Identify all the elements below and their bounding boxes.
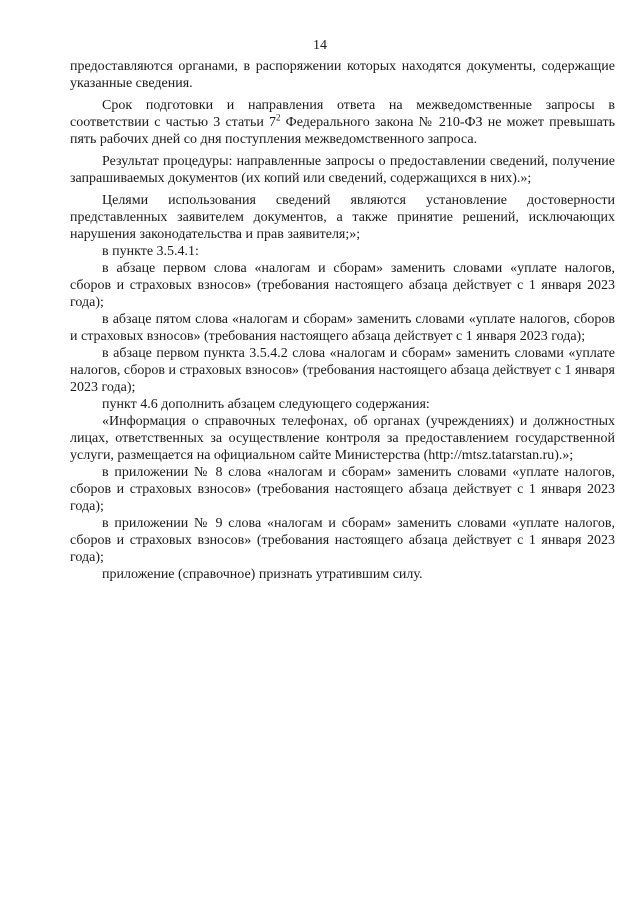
paragraph-7: в абзаце пятом слова «налогам и сборам» заменить словами «уплате налогов, сборов и страховых взносов» (требования настоящего абзаца действует с 1 января 2023 года); [70,312,615,344]
paragraph-2 [70,97,615,148]
paragraph-12: в приложении № 9 слова «налогам и сборам» заменить словами «уплате налогов, сборов и страховых взносов» (требования настоящего абзаца действует с 1 января 2023 года); [70,516,615,565]
paragraph-5: в пункте 3.5.4.1: [102,244,199,259]
page-number: 14 [313,38,327,53]
paragraph-13: приложение (справочное) признать утратившим силу. [102,567,423,582]
paragraph-4: Целями использования сведений являются установление достоверности представленных заявителем документов, а также принятие решений, исключающих нарушения законодательства и прав заявителя;»; [70,193,615,242]
paragraph-1: предоставляются органами, в распоряжении которых находятся документы, содержащие указанные сведения. [70,59,615,91]
paragraph-2-superscript: 2 [276,112,281,123]
paragraph-3: Результат процедуры: направленные запросы о предоставлении сведений, получение запрашиваемых документов (их копий или сведений, содержащихся в них).»; [70,154,615,186]
paragraph-6: в абзаце первом слова «налогам и сборам» заменить словами «уплате налогов, сборов и страховых взносов» (требования настоящего абзаца действует с 1 января 2023 года); [70,261,615,310]
paragraph-8: в абзаце первом пункта 3.5.4.2 слова «налогам и сборам» заменить словами «уплате налогов, сборов и страховых взносов» (требования настоящего абзаца действует с 1 января 2023 года); [70,346,615,395]
paragraph-9: пункт 4.6 дополнить абзацем следующего содержания: [102,397,430,412]
paragraph-2-text-b: Федерального закона № 210-ФЗ не может превышать пять рабочих дней со дня поступления межведомственного запроса. [70,115,615,147]
paragraph-2-text-a: Срок подготовки и направления ответа на межведомственные запросы в соответствии с частью 3 статьи 7 [70,98,615,130]
paragraph-11: в приложении № 8 слова «налогам и сборам» заменить словами «уплате налогов, сборов и страховых взносов» (требования настоящего абзаца действует с 1 января 2023 года); [70,465,615,514]
paragraph-10: «Информация о справочных телефонах, об органах (учреждениях) и должностных лицах, ответственных за осуществление контроля за предоставлением государственной услуги, размещается на официальном сайте Министерства (http://mtsz.tatarstan.ru).»; [70,414,615,463]
document-body [70,58,615,583]
